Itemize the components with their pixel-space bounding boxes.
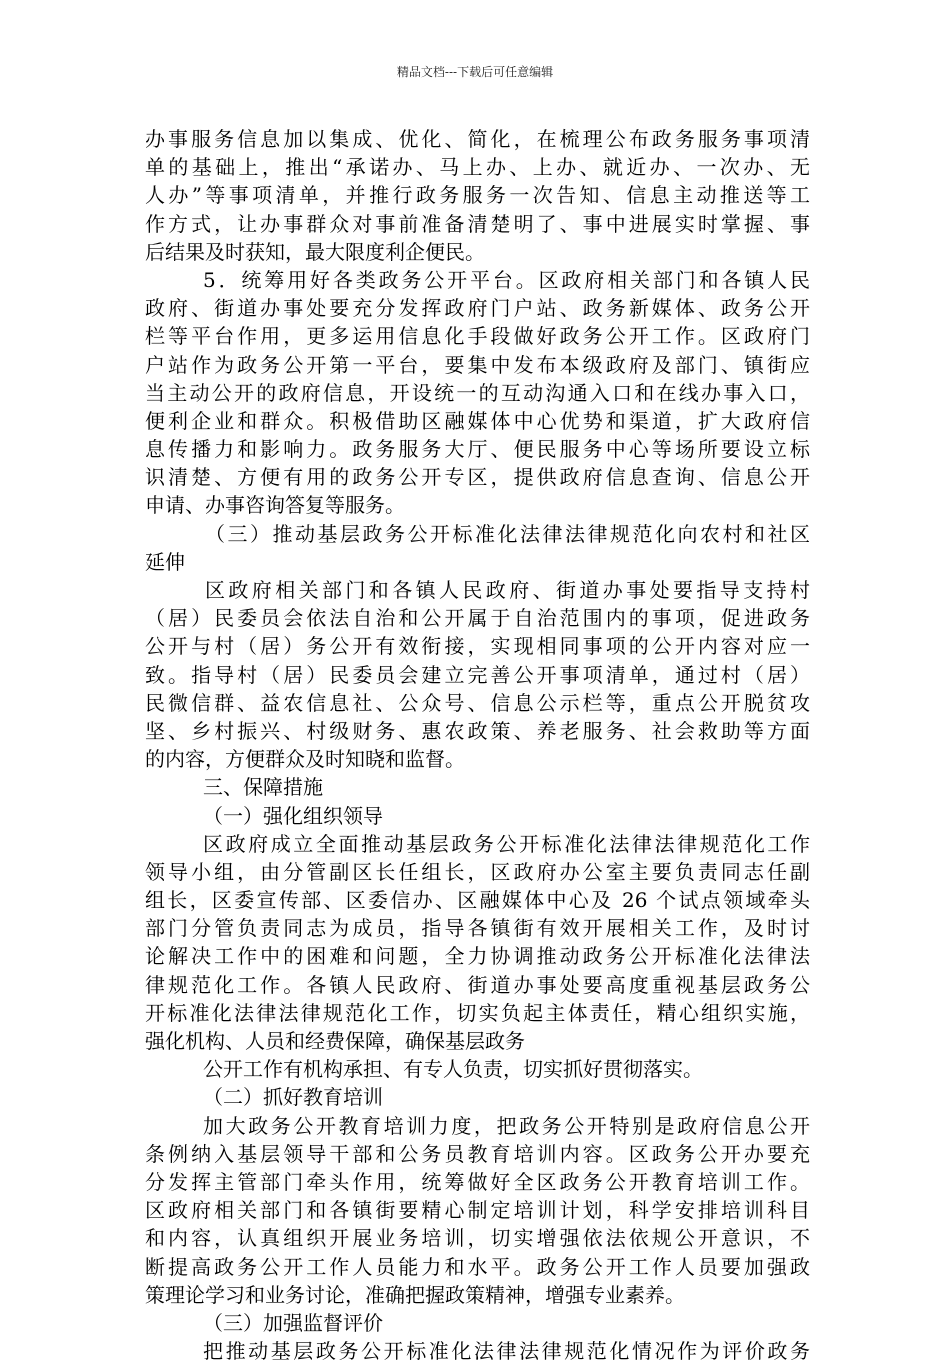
paragraph-start-line: 公开工作有机构承担、有专人负责，切实抓好贯彻落实。 [203, 1057, 703, 1082]
text-line: 政府、街道办事处要充分发挥政府门户站、政务新媒体、政务公开 [145, 296, 810, 321]
paragraph-start-line: 加大政务公开教育培训力度，把政务公开特别是政府信息公开 [203, 1113, 810, 1138]
section-heading: （一）强化组织领导 [203, 803, 383, 828]
text-line: 办事服务信息加以集成、优化、简化，在梳理公布政务服务事项清 [145, 127, 810, 151]
text-line: 和内容，认真组织开展业务培训，切实增强依法依规公开意识，不 [145, 1226, 810, 1251]
text-line: 作方式，让办事群众对事前准备清楚明了、事中进展实时掌握、事 [145, 211, 810, 236]
section-heading: （三）加强监督评价 [203, 1310, 383, 1335]
text-line: 后结果及时获知，最大限度利企便民。 [145, 239, 485, 264]
text-line: 人办”等事项清单，并推行政务服务一次告知、信息主动推送等工 [145, 183, 810, 208]
text-line: 识清楚、方便有用的政务公开专区，提供政府信息查询、信息公开 [145, 465, 810, 490]
text-line: 致。指导村（居）民委员会建立完善公开事项清单，通过村（居） [145, 662, 810, 687]
text-line: 公开与村（居）务公开有效衔接，实现相同事项的公开内容对应一 [145, 634, 810, 659]
text-line: 栏等平台作用，更多运用信息化手段做好政务公开工作。区政府门 [145, 324, 810, 349]
text-line: 论解决工作中的困难和问题，全力协调推动政务公开标准化法律法 [145, 944, 810, 969]
text-line: 民微信群、益农信息社、公众号、信息公示栏等，重点公开脱贫攻 [145, 690, 810, 715]
text-line: 开标准化法律法律规范化工作，切实负起主体责任，精心组织实施， [145, 1000, 810, 1025]
text-line: 的内容，方便群众及时知晓和监督。 [145, 747, 465, 772]
paragraph-start-line: 把推动基层政务公开标准化法律法律规范化情况作为评价政务 [203, 1339, 810, 1364]
paragraph-start-line: 区政府相关部门和各镇人民政府、街道办事处要指导支持村 [205, 578, 810, 602]
paragraph-start-line: 5．统筹用好各类政务公开平台。区政府相关部门和各镇人民 [203, 267, 810, 292]
text-line: 坚、乡村振兴、村级财务、惠农政策、养老服务、社会救助等方面 [145, 718, 810, 743]
text-line: 组长，区委宣传部、区委信办、区融媒体中心及 26 个试点领域牵头 [145, 888, 810, 913]
text-line: 强化机构、人员和经费保障，确保基层政务 [145, 1029, 525, 1053]
text-line: 部门分管负责同志为成员，指导各镇街有效开展相关工作，及时讨 [145, 916, 810, 941]
text-line: 申请、办事咨询答复等服务。 [145, 493, 405, 518]
text-line: 当主动公开的政府信息，开设统一的互动沟通入口和在线办事入口， [145, 380, 810, 405]
text-line: 息传播力和影响力。政务服务大厅、便民服务中心等场所要设立标 [145, 437, 810, 462]
section-heading-cont: 延伸 [145, 549, 185, 574]
document-body [145, 125, 810, 1365]
text-line: 领导小组，由分管副区长任组长，区政府办公室主要负责同志任副 [145, 859, 810, 884]
paragraph-start-line: 区政府成立全面推动基层政务公开标准化法律法律规范化工作 [203, 831, 810, 856]
text-line: 户站作为政务公开第一平台，要集中发布本级政府及部门、镇街应 [145, 352, 810, 377]
text-line: 区政府相关部门和各镇街要精心制定培训计划，科学安排培训科目 [145, 1198, 810, 1223]
chapter-heading: 三、保障措施 [203, 775, 323, 800]
text-line: 便利企业和群众。积极借助区融媒体中心优势和渠道，扩大政府信 [145, 408, 810, 433]
text-line: 律规范化工作。各镇人民政府、街道办事处要高度重视基层政务公 [145, 972, 810, 997]
text-line: 断提高政务公开工作人员能力和水平。政务公开工作人员要加强政 [145, 1254, 810, 1279]
section-heading: （三）推动基层政务公开标准化法律法律规范化向农村和社区 [205, 521, 810, 546]
text-line: 分发挥主管部门牵头作用，统筹做好全区政务公开教育培训工作。 [145, 1169, 810, 1194]
text-line: （居）民委员会依法自治和公开属于自治范围内的事项，促进政务 [145, 606, 810, 631]
text-line: 单的基础上，推出“承诺办、马上办、上办、就近办、一次办、无 [145, 155, 810, 180]
text-line: 条例纳入基层领导干部和公务员教育培训内容。区政务公开办要充 [145, 1141, 810, 1166]
page-header: 精品文档---下载后可任意编辑 [396, 65, 554, 79]
text-line: 策理论学习和业务讨论，准确把握政策精神，增强专业素养。 [145, 1282, 685, 1307]
section-heading: （二）抓好教育培训 [203, 1085, 383, 1110]
